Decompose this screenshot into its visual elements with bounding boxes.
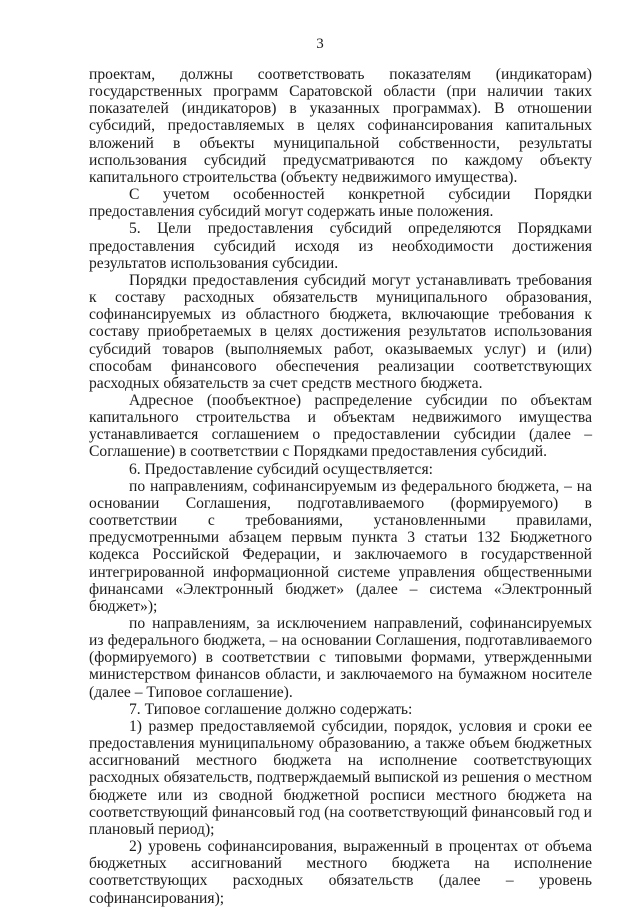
document-body [89,66,592,907]
paragraph-federal-directions: по направлениям, софинансируемым из федерального бюджета, – на основании Соглашения, подготавливаемого (формируемого) в соответствии с требованиями, установленными правилами, предусмотренными абзацем первым пункта 3 статьи 132 Бюджетного кодекса Российской Федерации, и заключаемого в государственной интегрированной информационной системе управления общественными финансами «Электронный бюджет» (далее – система «Электронный бюджет»); [89,477,592,615]
paragraph-other-directions: по направлениям, за исключением направлений, софинансируемых из федерального бюджета, – на основании Соглашения, подготавливаемого (формируемого) в соответствии с типовыми формами, утвержденными министерством финансов области, и заключаемого на бумажном носителе (далее – Типовое соглашение). [89,615,592,701]
page-number: 3 [316,36,324,52]
paragraph-distribution: Адресное (пообъектное) распределение субсидии по объектам капитального строительства и объектам недвижимого имущества устанавливается соглашением о предоставлении субсидии (далее – Соглашение) в соответствии с Порядками предоставления субсидий. [89,391,592,461]
paragraph-item-5: 5. Цели предоставления субсидий определяются Порядками предоставления субсидий исходя из необходимости достижения результатов использования субсидии. [89,220,592,272]
paragraph-item-7: 7. Типовое соглашение должно содержать: [129,700,413,718]
paragraph-special-provisions: С учетом особенностей конкретной субсидии Порядки предоставления субсидий могут содержать иные положения. [89,186,592,221]
paragraph-item-6: 6. Предоставление субсидий осуществляется: [129,460,433,478]
paragraph-continuation: проектам, должны соответствовать показателям (индикаторам) государственных программ Саратовской области (при наличии таких показателей (индикаторов) в указанных программах). В отношении субсидий, предоставляемых в целях софинансирования капитальных вложений в объекты муниципальной собственности, результаты использования субсидий предусматриваются по каждому объекту капитального строительства (объекту недвижимого имущества). [89,66,592,186]
paragraph-subitem-1: 1) размер предоставляемой субсидии, порядок, условия и сроки ее предоставления муниципальному образованию, а также объем бюджетных ассигнований местного бюджета на исполнение соответствующих расходных обязательств, подтверждаемый выпиской из решения о местном бюджете или из сводной бюджетной росписи местного бюджета на соответствующий финансовый год (на соответствующий финансовый год и плановый период); [89,717,592,838]
paragraph-subitem-2: 2) уровень софинансирования, выраженный в процентах от объема бюджетных ассигнований местного бюджета на исполнение соответствующих расходных обязательств (далее – уровень софинансирования); [89,838,592,907]
paragraph-requirements: Порядки предоставления субсидий могут устанавливать требования к составу расходных обязательств муниципального образования, софинансируемых из областного бюджета, включающие требования к составу приобретаемых в целях достижения результатов использования субсидий товаров (выполняемых работ, оказываемых услуг) и (или) способам финансового обеспечения реализации соответствующих расходных обязательств за счет средств местного бюджета. [89,271,592,392]
